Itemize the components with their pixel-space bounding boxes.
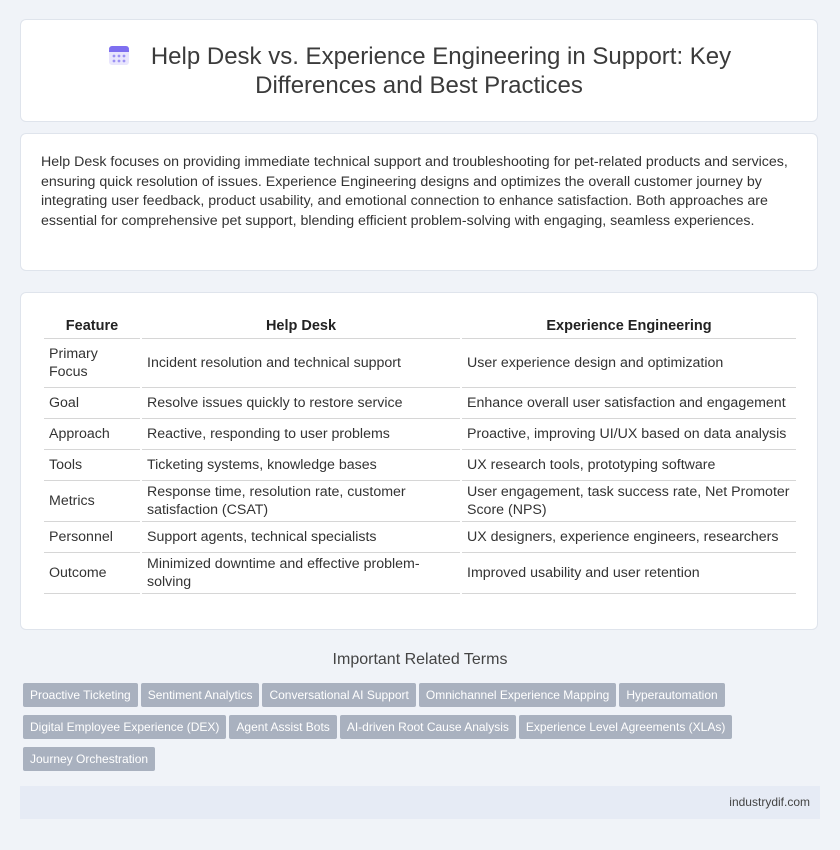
table-row — [44, 481, 796, 522]
calendar-icon — [107, 43, 131, 67]
page-title: Help Desk vs. Experience Engineering in Support: Key Differences and Best Practices — [150, 43, 732, 99]
table-header-row — [44, 313, 796, 339]
help-desk-cell: Response time, resolution rate, customer satisfaction (CSAT) — [142, 481, 460, 522]
experience-engineering-cell: UX research tools, prototyping software — [462, 450, 796, 481]
feature-cell: Approach — [44, 419, 140, 450]
experience-engineering-cell: Improved usability and user retention — [462, 553, 796, 594]
header-card — [20, 19, 818, 122]
related-term-tag[interactable]: Omnichannel Experience Mapping — [419, 683, 616, 707]
help-desk-cell: Incident resolution and technical support — [142, 339, 460, 388]
related-terms-list — [23, 683, 803, 779]
help-desk-cell: Ticketing systems, knowledge bases — [142, 450, 460, 481]
intro-paragraph: Help Desk focuses on providing immediate technical support and troubleshooting for pet-related products and services, ensuring quick resolution of issues. Experience Engineering designs and optimizes the overall customer journey by integrating user feedback, product usability, and emotional connection to enhance satisfaction. Both approaches are essential for comprehensive pet support, blending efficient problem-solving with engaging, seamless experiences. — [41, 154, 788, 229]
comparison-card — [20, 292, 818, 630]
header-feature: Feature — [44, 313, 140, 339]
header-help-desk: Help Desk — [142, 313, 460, 339]
experience-engineering-cell: User experience design and optimization — [462, 339, 796, 388]
feature-cell: Personnel — [44, 522, 140, 553]
related-term-tag[interactable]: Agent Assist Bots — [229, 715, 336, 739]
footer — [20, 786, 820, 819]
experience-engineering-cell: Enhance overall user satisfaction and engagement — [462, 388, 796, 419]
feature-cell: Outcome — [44, 553, 140, 594]
experience-engineering-cell: User engagement, task success rate, Net Promoter Score (NPS) — [462, 481, 796, 522]
related-term-tag[interactable]: Digital Employee Experience (DEX) — [23, 715, 226, 739]
feature-cell: Primary Focus — [44, 339, 140, 388]
page-title-wrap — [51, 42, 787, 100]
feature-cell: Metrics — [44, 481, 140, 522]
related-term-tag[interactable]: Conversational AI Support — [262, 683, 415, 707]
table-row — [44, 419, 796, 450]
help-desk-cell: Minimized downtime and effective problem-solving — [142, 553, 460, 594]
intro-card — [20, 133, 818, 271]
related-term-tag[interactable]: Experience Level Agreements (XLAs) — [519, 715, 732, 739]
help-desk-cell: Resolve issues quickly to restore service — [142, 388, 460, 419]
related-term-tag[interactable]: AI-driven Root Cause Analysis — [340, 715, 516, 739]
comparison-table — [42, 313, 798, 594]
experience-engineering-cell: UX designers, experience engineers, researchers — [462, 522, 796, 553]
related-term-tag[interactable]: Proactive Ticketing — [23, 683, 138, 707]
related-term-tag[interactable]: Journey Orchestration — [23, 747, 155, 771]
related-term-tag[interactable]: Sentiment Analytics — [141, 683, 260, 707]
table-row — [44, 450, 796, 481]
table-row — [44, 522, 796, 553]
experience-engineering-cell: Proactive, improving UI/UX based on data analysis — [462, 419, 796, 450]
feature-cell: Tools — [44, 450, 140, 481]
table-row — [44, 388, 796, 419]
help-desk-cell: Support agents, technical specialists — [142, 522, 460, 553]
related-term-tag[interactable]: Hyperautomation — [619, 683, 724, 707]
feature-cell: Goal — [44, 388, 140, 419]
related-terms-heading: Important Related Terms — [332, 651, 508, 668]
table-row — [44, 339, 796, 388]
table-row — [44, 553, 796, 594]
help-desk-cell: Reactive, responding to user problems — [142, 419, 460, 450]
footer-site-link[interactable]: industrydif.com — [729, 795, 810, 809]
header-experience-engineering: Experience Engineering — [462, 313, 796, 339]
